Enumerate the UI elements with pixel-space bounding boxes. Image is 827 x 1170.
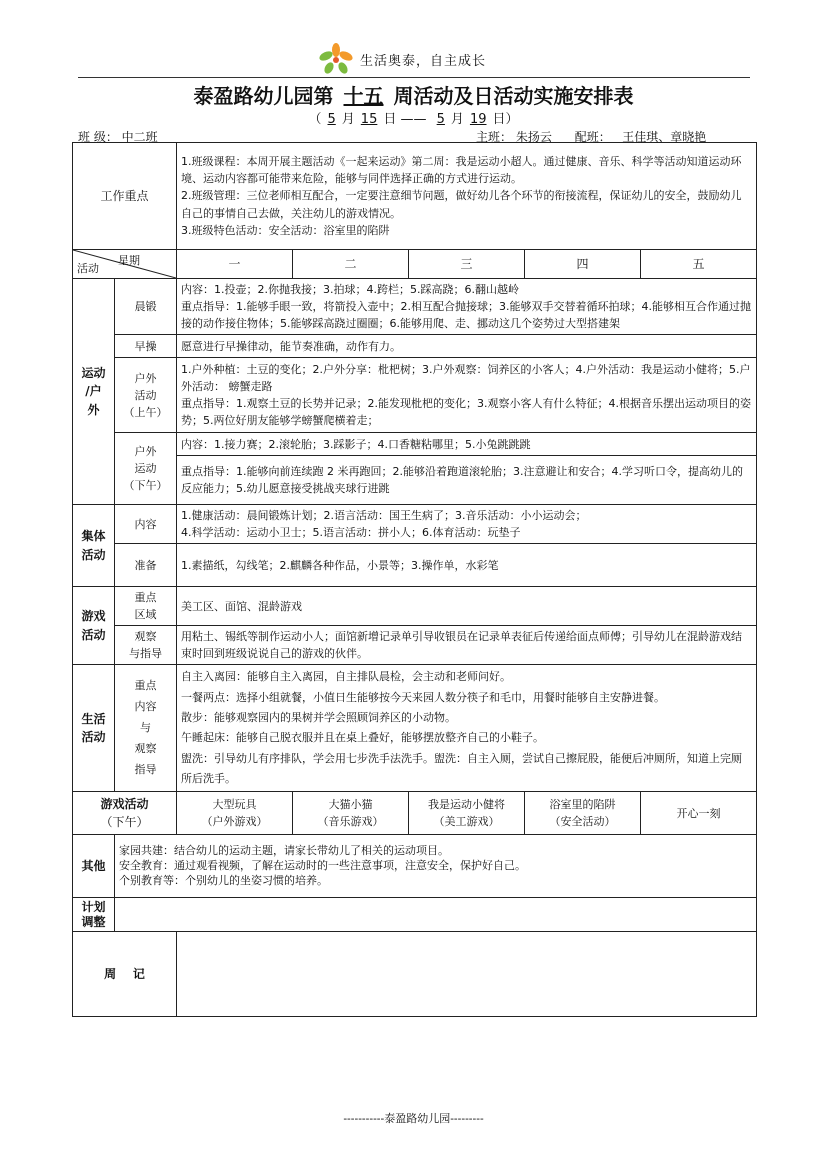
weekly-note-row xyxy=(73,932,757,1017)
life-side-part: 观察 xyxy=(134,741,157,755)
weekday-mon: 一 xyxy=(177,250,293,279)
game-observe-label xyxy=(115,626,177,665)
weekday-header-row xyxy=(73,250,757,279)
group-prep-label: 准备 xyxy=(115,544,177,587)
game-type: （美工游戏） xyxy=(433,815,500,829)
group-activity-content-row xyxy=(73,505,757,544)
life-activity-line: 一餐两点：选择小组就餐，小值日生能够按今天来园人数分筷子和毛巾，用餐时能够自主安静进餐。 xyxy=(181,690,666,704)
afternoon-games-row xyxy=(73,792,757,835)
life-activity-line: 自主入离园：能够自主入离园，自主排队晨检，会主动和老师问好。 xyxy=(181,670,512,684)
other-label: 其他 xyxy=(73,835,115,898)
afternoon-games-label-part: （下午） xyxy=(100,815,149,830)
group-activity-label-part: 活动 xyxy=(81,547,106,562)
group-content-line: 4.科学活动：运动小卫士；5.语言活动：拼小人；6.体育活动：玩垫子 xyxy=(181,526,521,540)
afternoon-games-label xyxy=(73,792,177,835)
morning-exercise-line: 内容：1.投壶；2.你抛我接；3.拍球；4.跨栏；5.踩高跷；6.翻山越岭 xyxy=(181,283,519,296)
date-dash: —— xyxy=(400,112,427,127)
morning-drill-content: 愿意进行早操律动，能节奏准确，动作有力。 xyxy=(177,335,757,358)
weekday-fri: 五 xyxy=(641,250,757,279)
game-area-label-part: 重点 xyxy=(134,591,157,605)
outdoor-pm-content: 内容：1.接力赛；2.滚轮胎；3.踩影子；4.口香糖粘哪里；5.小兔跳跳跳 xyxy=(177,433,757,456)
life-activity-line: 午睡起床：能够自己脱衣服并且在桌上叠好，能够摆放整齐自己的小鞋子。 xyxy=(181,731,545,745)
game-name: 大型玩具 xyxy=(212,798,257,812)
corner-activity-label: 活动 xyxy=(77,261,99,275)
group-activity-label-part: 集体 xyxy=(81,529,106,544)
page-footer: -----------泰盈路幼儿园--------- xyxy=(343,1112,484,1125)
work-focus-line: 2.班级管理：三位老师相互配合，一定要注意细节问题，做好幼儿各个环节的衔接流程，保证幼儿的安全，鼓励幼儿自己的事情自己去做，关注幼儿的游戏情况。 xyxy=(181,189,742,220)
morning-exercise-content xyxy=(177,279,757,335)
life-side-part: 内容 xyxy=(134,700,157,714)
life-activity-label xyxy=(73,665,115,792)
title-suffix: 周活动及日活动实施安排表 xyxy=(393,84,634,108)
start-month: 5 xyxy=(327,112,336,127)
group-prep-content: 1.素描纸，勾线笔；2.麒麟各种作品，小景等；3.操作单，水彩笔 xyxy=(177,544,757,587)
outdoor-pm-label-part: （下午） xyxy=(123,479,168,493)
motto: 生活奥泰，自主成长 xyxy=(360,54,487,69)
plan-adjust-label-part: 调整 xyxy=(81,914,106,929)
plan-adjust-row xyxy=(73,898,757,932)
other-line: 家园共建：结合幼儿的运动主题，请家长带幼儿了相关的运动项目。 xyxy=(119,844,449,858)
game-observe-row xyxy=(73,626,757,665)
afternoon-game-tue xyxy=(293,792,409,835)
work-focus-line: 1.班级课程：本周开展主题活动《一起来运动》第二周：我是运动小超人。通过健康、音乐、科学等活动知道运动环境、运动内容都可能带来危险，能够与同伴选择正确的方式进行运动。 xyxy=(181,155,742,186)
corner-weekday-label: 星期 xyxy=(118,254,141,267)
game-type: （安全活动） xyxy=(549,815,616,829)
outdoor-pm-label xyxy=(115,433,177,505)
group-content-label: 内容 xyxy=(115,505,177,544)
outdoor-am-content xyxy=(177,358,757,433)
morning-exercise-line: 重点指导：1.能够手眼一致，将箭投入壶中；2.相互配合抛接球；3.能够双手交替着循环拍球；4.能够相互合作通过抛接的动作接住物体；5.能够踩高跷过圈圈；6.能够用爬、走、挪动这几个姿势过大型搭建架 xyxy=(181,300,751,331)
day-char: 日 xyxy=(383,112,397,127)
outdoor-pm-content-row xyxy=(73,433,757,456)
game-activity-label-part: 活动 xyxy=(81,627,106,642)
plan-adjust-label xyxy=(73,898,115,932)
start-day: 15 xyxy=(360,112,378,127)
header-rule xyxy=(78,77,750,78)
work-focus-line: 3.班级特色活动：安全活动：浴室里的陷阱 xyxy=(181,223,390,237)
game-type: （户外游戏） xyxy=(201,815,268,829)
end-day: 19 xyxy=(469,112,487,127)
other-line: 安全教育：通过观看视频，了解在运动时的一些注意事项，注意安全，保护好自己。 xyxy=(119,859,526,873)
month-char: 月 xyxy=(341,112,355,127)
day-char: 日 xyxy=(492,112,506,127)
life-side-part: 与 xyxy=(140,721,151,734)
other-content xyxy=(115,835,757,898)
assistant-teachers: 王佳琪、章晓艳 xyxy=(622,130,707,144)
game-name: 浴室里的陷阱 xyxy=(549,798,616,812)
plan-adjust-label-part: 计划 xyxy=(81,900,106,915)
group-activity-prep-row xyxy=(73,544,757,587)
assistant-label: 配班： xyxy=(574,130,611,144)
head-teacher: 朱扬云 xyxy=(515,130,552,144)
head-teacher-label: 主班： xyxy=(476,130,513,144)
game-observe-content: 用粘土、锡纸等制作运动小人；面馆新增记录单引导收银员在记录单表征后传递给面点师傅；引导幼儿在混龄游戏结束时回到班级说说自己的游戏的伙伴。 xyxy=(177,626,757,665)
weekday-thu: 四 xyxy=(525,250,641,279)
game-area-row xyxy=(73,587,757,626)
outdoor-am-label xyxy=(115,358,177,433)
outdoor-am-line: 1.户外种植：土豆的变化；2.户外分享：枇杷树；3.户外观察：饲养区的小客人；4.户外活动：我是运动小健将；5.户外活动： 螃蟹走路 xyxy=(181,363,751,394)
afternoon-games-label-part: 游戏活动 xyxy=(100,796,149,811)
game-name: 我是运动小健将 xyxy=(428,798,506,812)
page-title xyxy=(0,80,827,109)
work-focus-label: 工作重点 xyxy=(73,143,177,250)
date-open: （ xyxy=(308,112,322,127)
kindergarten-logo xyxy=(318,42,354,76)
weekday-tue: 二 xyxy=(293,250,409,279)
afternoon-game-mon xyxy=(177,792,293,835)
outdoor-am-label-part: 活动 xyxy=(134,388,157,402)
game-name: 开心一刻 xyxy=(676,806,721,820)
game-type: （音乐游戏） xyxy=(317,815,384,829)
morning-exercise-row xyxy=(73,279,757,335)
game-area-label xyxy=(115,587,177,626)
outdoor-am-label-part: （上午） xyxy=(123,405,168,419)
work-focus-content xyxy=(177,143,757,250)
game-activity-label-part: 游戏 xyxy=(81,609,106,624)
game-activity-label xyxy=(73,587,115,665)
outdoor-am-label-part: 户外 xyxy=(134,371,157,385)
sport-label-part: 运动 xyxy=(81,365,106,380)
game-observe-label-part: 与指导 xyxy=(129,647,162,661)
outdoor-am-row xyxy=(73,358,757,433)
life-activity-content xyxy=(177,665,757,792)
class-value: 中二班 xyxy=(121,130,158,144)
title-prefix: 泰盈路幼儿园第 xyxy=(193,84,334,108)
game-name: 大猫小猫 xyxy=(328,798,373,812)
life-activity-line: 盥洗：引导幼儿有序排队，学会用七步洗手法洗手。盥洗：自主入厕，尝试自己擦屁股，能便后冲厕所，知道上完厕所后洗手。 xyxy=(181,751,743,786)
life-activity-row xyxy=(73,665,757,792)
outdoor-pm-label-part: 户外 xyxy=(134,445,157,459)
group-content-line: 1.健康活动：晨间锻炼计划；2.语言活动：国王生病了；3.音乐活动：小小运动会； xyxy=(181,509,587,523)
outdoor-pm-guidance: 重点指导：1.能够向前连续跑 2 米再跑回；2.能够沿着跑道滚轮胎；3.注意避让和安合；4.学习听口令，提高幼儿的反应能力；5.幼儿愿意接受挑战夹球行进跳 xyxy=(177,456,757,505)
afternoon-game-thu xyxy=(525,792,641,835)
afternoon-game-wed xyxy=(409,792,525,835)
weekly-note-label: 周 记 xyxy=(73,932,177,1017)
game-area-label-part: 区域 xyxy=(134,608,157,622)
outdoor-pm-label-part: 运动 xyxy=(134,462,157,476)
other-row xyxy=(73,835,757,898)
afternoon-game-fri xyxy=(641,792,757,835)
other-line: 个别教育等：个别幼儿的坐姿习惯的培养。 xyxy=(119,873,328,887)
life-side-part: 指导 xyxy=(134,762,157,776)
game-area-content: 美工区、面馆、混龄游戏 xyxy=(177,587,757,626)
sport-label-part: /户 xyxy=(85,384,102,399)
weekly-note-content xyxy=(177,932,757,1017)
group-content xyxy=(177,505,757,544)
weekday-wed: 三 xyxy=(409,250,525,279)
date-range xyxy=(0,108,827,127)
sport-group-label xyxy=(73,279,115,505)
life-activity-label-part: 生活 xyxy=(81,711,106,726)
class-label: 班 级： xyxy=(78,130,118,144)
date-close: ） xyxy=(505,112,519,127)
sport-label-part: 外 xyxy=(87,402,100,417)
group-activity-label xyxy=(73,505,115,587)
end-month: 5 xyxy=(436,112,445,127)
morning-drill-row xyxy=(73,335,757,358)
morning-drill-label: 早操 xyxy=(115,335,177,358)
life-activity-label-part: 活动 xyxy=(81,730,106,745)
life-activity-line: 散步：能够观察园内的果树并学会照顾饲养区的小动物。 xyxy=(181,711,457,725)
morning-exercise-label: 晨锻 xyxy=(115,279,177,335)
life-side-part: 重点 xyxy=(134,679,157,693)
game-observe-label-part: 观察 xyxy=(134,630,157,644)
life-activity-side-label xyxy=(115,665,177,792)
plan-adjust-content xyxy=(115,898,757,932)
weekday-corner xyxy=(73,250,177,279)
month-char: 月 xyxy=(450,112,464,127)
work-focus-row xyxy=(73,143,757,250)
week-number: 十五 xyxy=(343,84,384,108)
outdoor-am-line: 重点指导：1.观察土豆的长势并记录；2.能发现枇杷的变化；3.观察小客人有什么特征；4.根据音乐摆出运动项目的姿势；5.两位好朋友能够学螃蟹爬横着走； xyxy=(181,397,751,428)
schedule-table xyxy=(72,142,757,1017)
